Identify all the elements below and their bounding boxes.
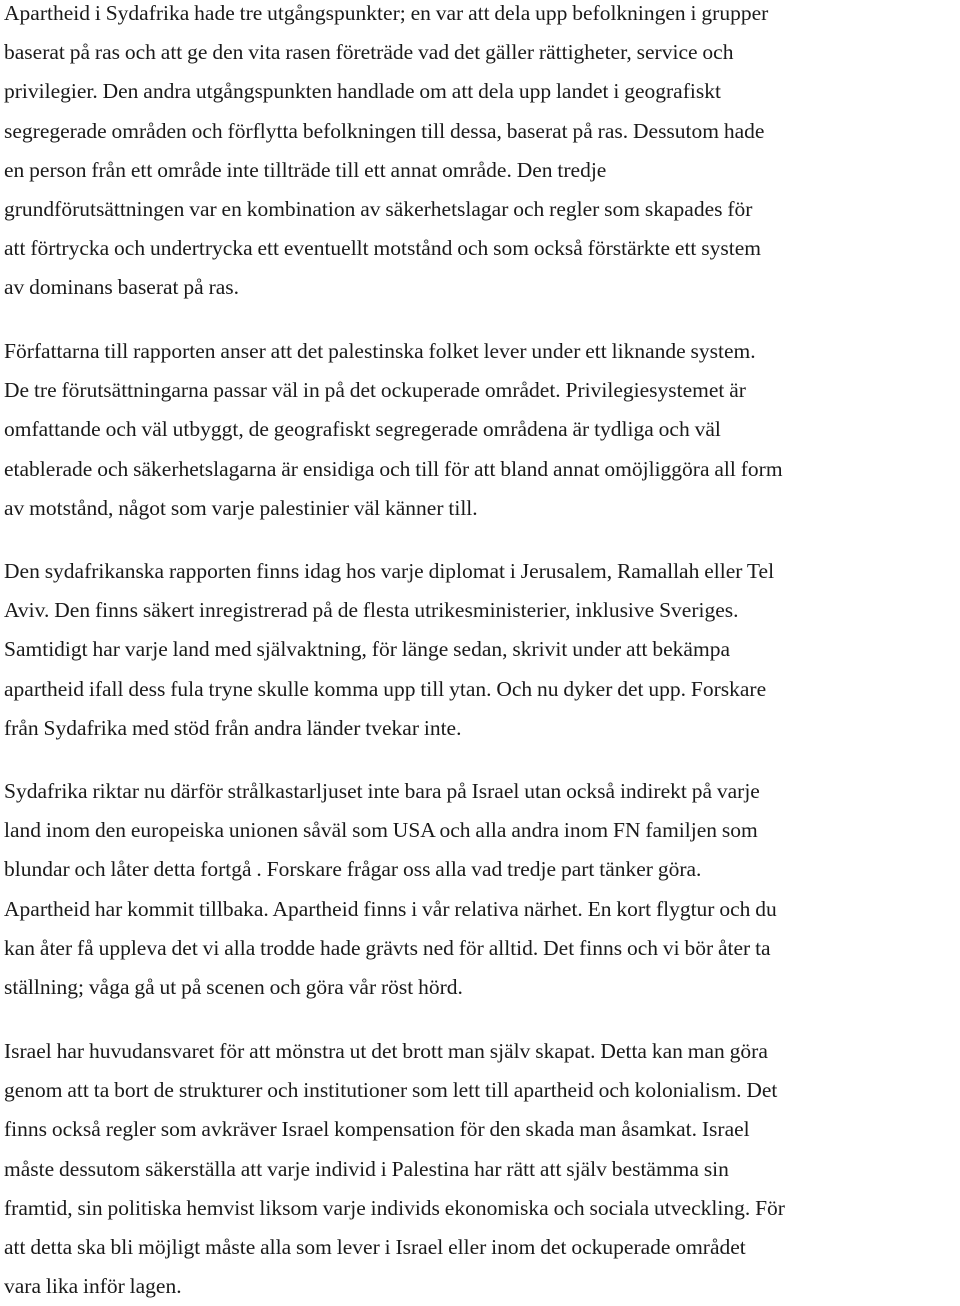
text-line: etablerade och säkerhetslagarna är ensidiga och till för att bland annat omöjliggöra all form [4, 456, 783, 481]
text-line: Apartheid har kommit tillbaka. Apartheid finns i vår relativa närhet. En kort flygtur och du [4, 896, 777, 921]
paragraph-spotlight [4, 772, 956, 1007]
text-line: blundar och låter detta fortgå . Forskare frågar oss alla vad tredje part tänker göra. [4, 857, 702, 882]
text-line: omfattande och väl utbyggt, de geografiskt segregerade områdena är tydliga och väl [4, 417, 721, 442]
text-line: Aviv. Den finns säkert inregistrerad på de flesta utrikesministerier, inklusive Sveriges. [4, 598, 739, 623]
text-line: att detta ska bli möjligt måste alla som lever i Israel eller inom det ockuperade området [4, 1235, 746, 1260]
text-line: att förtrycka och undertrycka ett eventuellt motstånd och som också förstärkte ett system [4, 236, 762, 261]
paragraph-report-authors [4, 332, 956, 528]
text-line: apartheid ifall dess fula tryne skulle komma upp till ytan. Och nu dyker det upp. Forskare [4, 676, 767, 701]
text-line: från Sydafrika med stöd från andra länder tvekar inte. [4, 715, 462, 740]
text-line: genom att ta bort de strukturer och institutioner som lett till apartheid och kolonialism. Det [4, 1078, 778, 1103]
text-line: av motstånd, något som varje palestinier väl känner till. [4, 495, 478, 520]
text-line: privilegier. Den andra utgångspunkten handlade om att dela upp landet i geografiskt [4, 79, 721, 104]
paragraph-apartheid-origins [4, 0, 956, 308]
text-line: Israel har huvudansvaret för att mönstra ut det brott man själv skapat. Detta kan man göra [4, 1039, 768, 1063]
text-line: Apartheid i Sydafrika hade tre utgångspunkter; en var att dela upp befolkningen i grupper [4, 1, 769, 25]
text-line: Författarna till rapporten anser att det palestinska folket lever under ett liknande system. [4, 339, 756, 363]
text-line: Sydafrika riktar nu därför strålkastarljuset inte bara på Israel utan också indirekt på varje [4, 779, 760, 803]
text-line: De tre förutsättningarna passar väl in på det ockuperade området. Privilegiesystemet är [4, 378, 746, 403]
text-line: segregerade områden och förflytta befolkningen till dessa, baserat på ras. Dessutom hade [4, 118, 765, 143]
text-line: vara lika inför lagen. [4, 1274, 182, 1299]
text-line: Samtidigt har varje land med självaktning, för länge sedan, skrivit under att bekämpa [4, 637, 730, 662]
text-line: en person från ett område inte tillträde till ett annat område. Den tredje [4, 157, 607, 182]
text-line: framtid, sin politiska hemvist liksom varje individs ekonomiska och sociala utveckling. För [4, 1195, 785, 1220]
paragraph-israel-responsibility [4, 1032, 956, 1306]
text-line: Den sydafrikanska rapporten finns idag hos varje diplomat i Jerusalem, Ramallah eller Tel [4, 559, 775, 583]
text-line: kan åter få uppleva det vi alla trodde hade grävts ned för alltid. Det finns och vi bör åter ta [4, 935, 771, 960]
paragraph-south-african-report [4, 552, 956, 748]
text-line: finns också regler som avkräver Israel kompensation för den skada man åsamkat. Israel [4, 1117, 750, 1142]
text-line: ställning; våga gå ut på scenen och göra vår röst hörd. [4, 975, 463, 1000]
text-line: grundförutsättningen var en kombination av säkerhetslagar och regler som skapades för [4, 197, 753, 222]
text-line: måste dessutom säkerställa att varje individ i Palestina har rätt att själv bestämma sin [4, 1156, 729, 1181]
text-line: baserat på ras och att ge den vita rasen företräde vad det gäller rättigheter, service och [4, 40, 734, 65]
text-line: av dominans baserat på ras. [4, 275, 240, 300]
text-line: land inom den europeiska unionen såväl som USA och alla andra inom FN familjen som [4, 818, 758, 843]
